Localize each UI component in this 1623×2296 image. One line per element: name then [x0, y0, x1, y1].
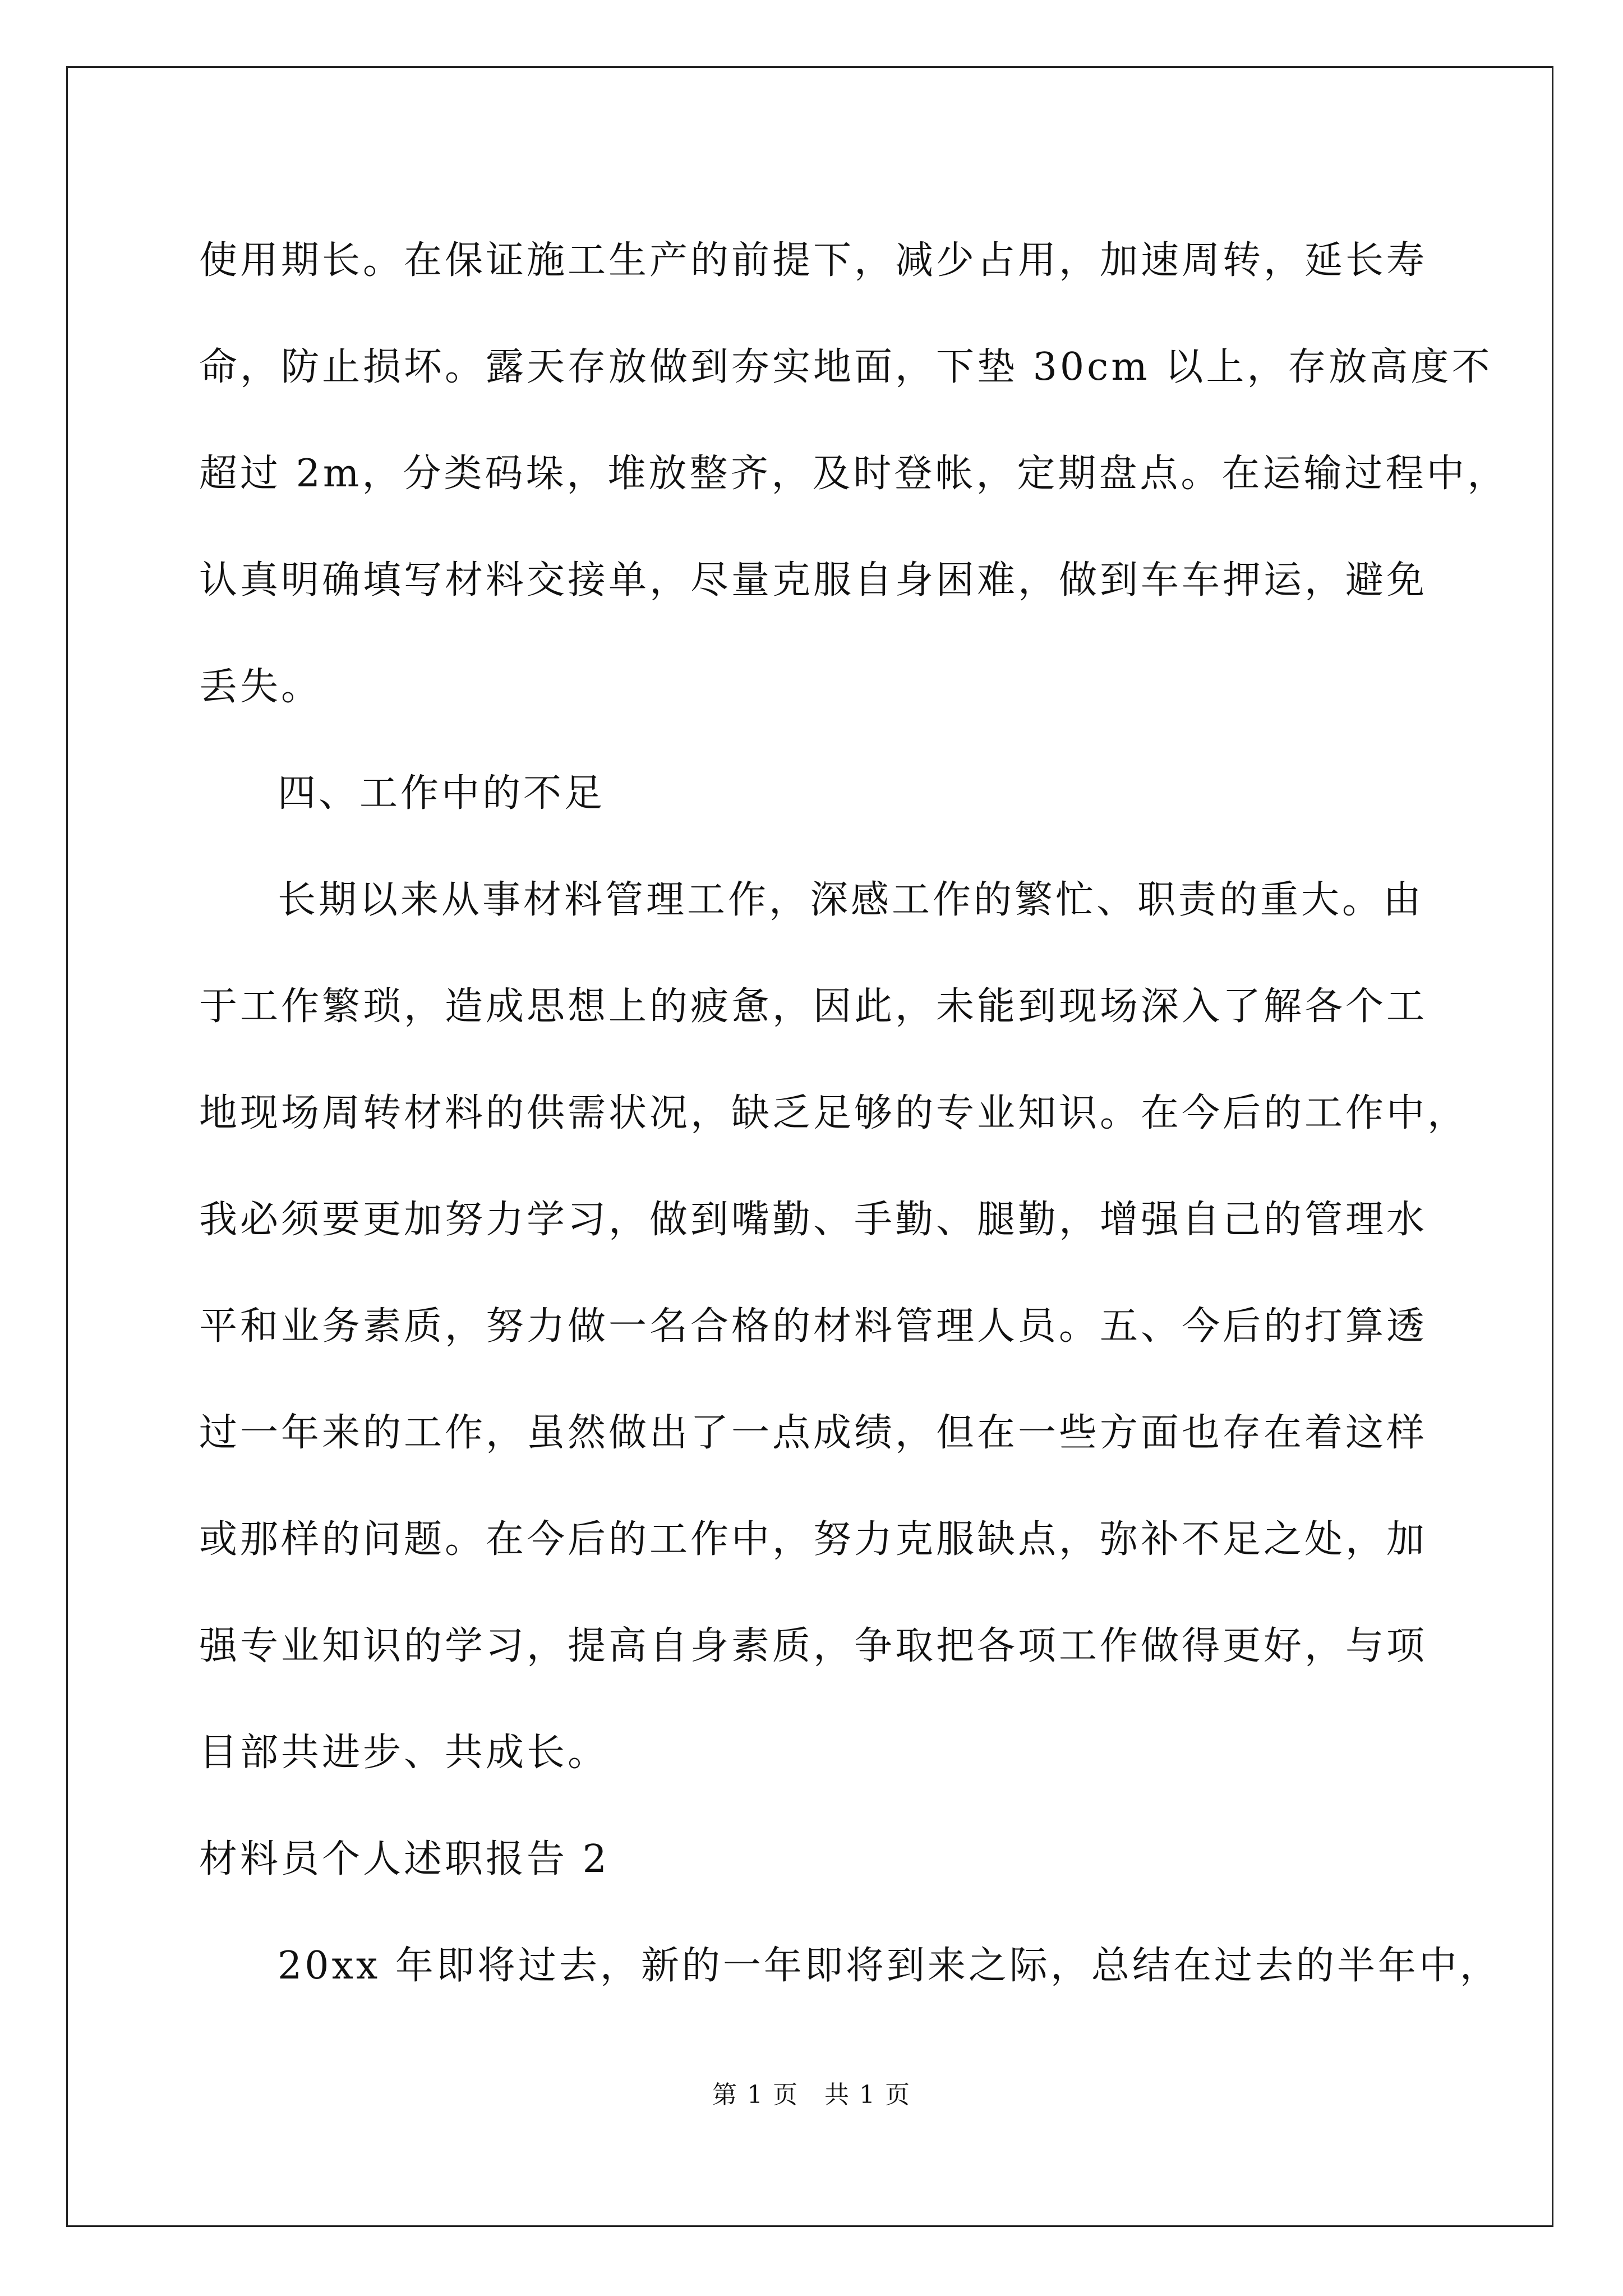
paragraph-line: 使用期长。在保证施工生产的前提下，减少占用，加速周转，延长寿: [199, 238, 1428, 283]
paragraph-line: 平和业务素质，努力做一名合格的材料管理人员。五、今后的打算透: [199, 1304, 1428, 1349]
section-heading: 四、工作中的不足: [278, 771, 606, 816]
paragraph-line: 命，防止损坏。露天存放做到夯实地面，下垫 30cm 以上，存放高度不: [199, 345, 1493, 389]
paragraph-line: 目部共进步、共成长。: [199, 1731, 609, 1775]
paragraph-line: 长期以来从事材料管理工作，深感工作的繁忙、职责的重大。由: [278, 878, 1424, 922]
paragraph-line: 我必须要更加努力学习，做到嘴勤、手勤、腿勤，增强自己的管理水: [199, 1198, 1428, 1242]
paragraph-line: 丢失。: [199, 665, 322, 709]
document-body: [199, 208, 1509, 2019]
paragraph-line: 强专业知识的学习，提高自身素质，争取把各项工作做得更好，与项: [199, 1624, 1428, 1668]
paragraph-line: 或那样的问题。在今后的工作中，努力克服缺点，弥补不足之处，加: [199, 1517, 1428, 1562]
paragraph-line: 地现场周转材料的供需状况，缺乏足够的专业知识。在今后的工作中，: [199, 1091, 1469, 1135]
paragraph-line: 认真明确填写材料交接单，尽量克服自身困难，做到车车押运，避免: [199, 558, 1428, 602]
report-title: 材料员个人述职报告 2: [199, 1837, 610, 1881]
page-footer: 第 1 页 共 1 页: [712, 2081, 911, 2109]
paragraph-line: 超过 2m，分类码垛，堆放整齐，及时登帐，定期盘点。在运输过程中，: [199, 452, 1509, 496]
paragraph-line: 20xx 年即将过去，新的一年即将到来之际，总结在过去的半年中，: [278, 1944, 1501, 1988]
paragraph-line: 于工作繁琐，造成思想上的疲惫，因此，未能到现场深入了解各个工: [199, 984, 1428, 1029]
paragraph-line: 过一年来的工作，虽然做出了一点成绩，但在一些方面也存在着这样: [199, 1411, 1428, 1455]
